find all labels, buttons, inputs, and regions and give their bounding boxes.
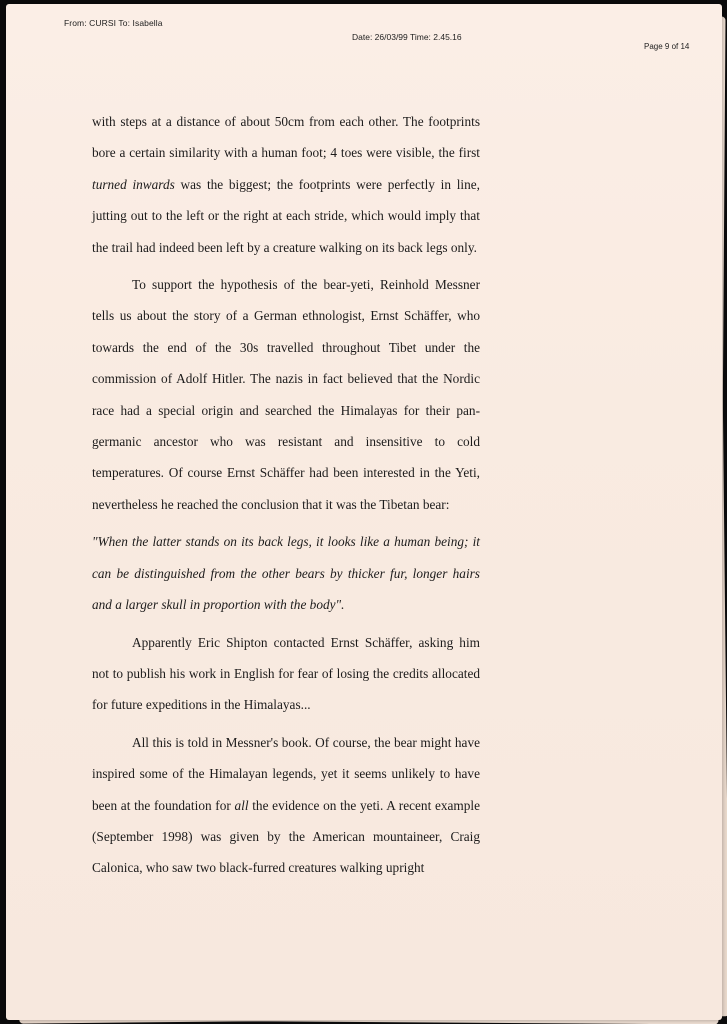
- text-run: was the biggest; the footprints were perfectly in line, jutting out to the left or the right at each stride, which would imply that the trail had indeed been left by a creature walking on its back legs only.: [92, 176, 480, 255]
- paragraph-footprints: [92, 106, 480, 263]
- quote-schaffer: "When the latter stands on its back legs, it looks like a human being; it can be distinguished from the other bears by thicker fur, longer hairs and a larger skull in proportion with the body".: [92, 534, 480, 613]
- text-run: All this is told in Messner's book. Of course, the bear might have inspired some of the Himalayan legends, yet it seems unlikely to have been at the foundation for: [92, 734, 480, 813]
- fax-date-time: Date: 26/03/99 Time: 2.45.16: [352, 32, 462, 42]
- fax-page-number: Page 9 of 14: [644, 42, 690, 51]
- paragraph-schaffer: To support the hypothesis of the bear-yeti, Reinhold Messner tells us about the story of a German ethnologist, Ernst Schäffer, who towards the end of the 30s travelled throughout Tibet under the commission of Adolf Hitler. The nazis in fact believed that the Nordic race had a special origin and searched the Himalayas for their pan-germanic ancestor who was resistant and insensitive to cold temperatures. Of course Ernst Schäffer had been interested in the Yeti, nevertheless he reached the conclusion that it was the Tibetan bear:: [92, 277, 480, 512]
- text-run: the evidence on the yeti. A recent example (September 1998) was given by the American mountaineer, Craig Calonica, who saw two black-furred creatures walking upright: [92, 797, 480, 876]
- emphasis: all: [234, 797, 249, 813]
- fax-from-to: From: CURSI To: Isabella: [64, 18, 163, 28]
- document-body: [92, 106, 480, 890]
- emphasis: turned inwards: [92, 176, 175, 192]
- paragraph-shipton: Apparently Eric Shipton contacted Ernst Schäffer, asking him not to publish his work in English for fear of losing the credits allocated for future expeditions in the Himalayas...: [92, 634, 480, 713]
- paragraph-messner-book: [92, 727, 480, 884]
- text-run: with steps at a distance of about 50cm from each other. The footprints bore a certain similarity with a human foot; 4 toes were visible, the first: [92, 114, 480, 161]
